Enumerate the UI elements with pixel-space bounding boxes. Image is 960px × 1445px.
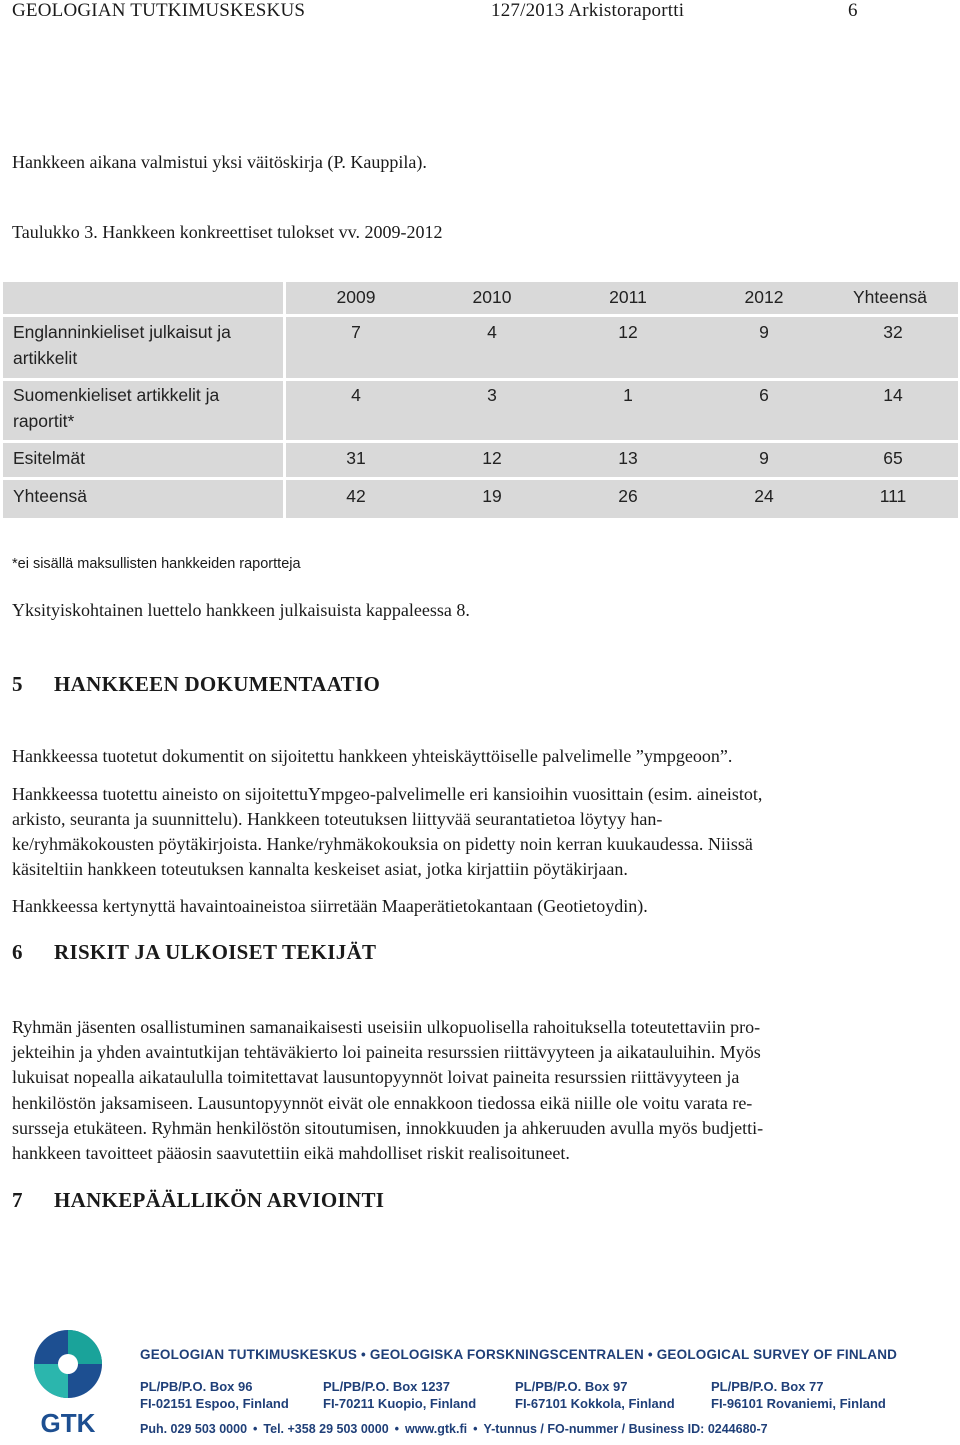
row-label-finnish-articles-2: raportit* (13, 411, 75, 431)
row-label-presentations: Esitelmät (13, 448, 85, 468)
footer-address-kuopio (323, 1378, 476, 1412)
page-header (12, 0, 952, 24)
table-cell: 3 (487, 385, 497, 405)
table-cell: 7 (351, 322, 361, 342)
business-id: Y-tunnus / FO-nummer / Business ID: 0244680-7 (483, 1422, 768, 1436)
table-cell: 9 (759, 322, 769, 342)
address-line: PL/PB/P.O. Box 77 (711, 1379, 824, 1394)
column-header-2011: 2011 (609, 287, 647, 307)
table-cell: 19 (482, 486, 502, 506)
paragraph-line: Hankkeessa tuotettu aineisto on sijoitettuYmpgeo-palvelimelle eri kansioihin vuosittain (esim. aineistot, (12, 784, 763, 804)
section-title: RISKIT JA ULKOISET TEKIJÄT (54, 940, 377, 964)
paragraph-line: käsiteltiin hankkeen toteutuksen kannalta keskeiset asiat, jotka kirjattiin pöytäkirjaan. (12, 859, 628, 879)
address-line: PL/PB/P.O. Box 96 (140, 1379, 253, 1394)
table-cell: 4 (351, 385, 361, 405)
table-cell: 6 (759, 385, 769, 405)
intl-phone-number: Tel. +358 29 503 0000 (263, 1422, 389, 1436)
table-cell: 24 (754, 486, 774, 506)
footer-org-line: GEOLOGIAN TUTKIMUSKESKUS • GEOLOGISKA FORSKNINGSCENTRALEN • GEOLOGICAL SURVEY OF FINLAND (140, 1347, 898, 1362)
section-5-heading (12, 672, 380, 697)
footer-address-rovaniemi (711, 1378, 886, 1412)
gtk-logo-icon (18, 1326, 118, 1438)
section-6-heading (12, 940, 376, 965)
paragraph-line: jekteihin ja yhden avaintutkijan tehtäväkierto loi paineita resurssien riittävyyteen ja aikatauluihin. Myös (12, 1042, 761, 1062)
address-line: FI-67101 Kokkola, Finland (515, 1396, 675, 1411)
address-line: FI-96101 Rovaniemi, Finland (711, 1396, 886, 1411)
website-link[interactable]: www.gtk.fi (405, 1422, 468, 1436)
section-number: 5 (12, 672, 23, 696)
header-org: GEOLOGIAN TUTKIMUSKESKUS (12, 0, 306, 21)
column-header-2012: 2012 (744, 287, 784, 307)
table-cell: 26 (618, 486, 638, 506)
results-table (3, 282, 958, 518)
table-cell: 14 (883, 385, 903, 405)
gtk-logo (18, 1326, 118, 1438)
table-cell: 9 (759, 448, 769, 468)
paragraph-line: lukuisat nopealla aikataululla toimitettavat lausuntopyynnöt loivat paineita resurssien riittävyyteen ja (12, 1067, 740, 1087)
table-cell: 4 (487, 322, 497, 342)
footer-address-kokkola (515, 1378, 675, 1412)
section-number: 6 (12, 940, 23, 964)
section-title: HANKKEEN DOKUMENTAATIO (54, 672, 381, 696)
table-cell: 65 (883, 448, 903, 468)
phone-number: Puh. 029 503 0000 (140, 1422, 248, 1436)
section-title: HANKEPÄÄLLIKÖN ARVIOINTI (54, 1188, 385, 1212)
column-header-2009: 2009 (336, 287, 376, 307)
row-label-finnish-articles: Suomenkieliset artikkelit ja (13, 385, 220, 405)
paragraph-line: henkilöstön jaksamiseen. Lausuntopyynnöt eivät ole ennakkoon tiedossa eikä niille ole voitu varata re- (12, 1093, 753, 1113)
paragraph-line: hankkeen tavoitteet pääosin saavutettiin eikä mahdolliset riskit realisoituneet. (12, 1143, 570, 1163)
header-page-number: 6 (848, 0, 858, 21)
table-cell: 32 (883, 322, 903, 342)
section-7-heading (12, 1188, 384, 1213)
table-cell: 31 (346, 448, 366, 468)
row-label-total: Yhteensä (13, 486, 87, 506)
table-cell: 12 (618, 322, 638, 342)
address-line: PL/PB/P.O. Box 1237 (323, 1379, 450, 1394)
row-label-english-publications: Englanninkieliset julkaisut ja (13, 322, 231, 342)
table-cell: 111 (879, 486, 907, 506)
table-caption: Taulukko 3. Hankkeen konkreettiset tulokset vv. 2009-2012 (12, 222, 443, 242)
detail-note: Yksityiskohtainen luettelo hankkeen julkaisuista kappaleessa 8. (12, 600, 470, 620)
address-line: FI-02151 Espoo, Finland (140, 1396, 289, 1411)
section-number: 7 (12, 1188, 23, 1212)
row-label-english-publications-2: artikkelit (13, 348, 78, 368)
intro-paragraph: Hankkeen aikana valmistui yksi väitöskirja (P. Kauppila). (12, 152, 427, 172)
logo-text: GTK (40, 1408, 96, 1438)
table-cell: 42 (346, 486, 366, 506)
footer-contact-line: Puh. 029 503 0000 • Tel. +358 29 503 0000 • www.gtk.fi • Y-tunnus / FO-nummer / Business ID: 0244680-7 (140, 1422, 768, 1436)
paragraph-line: Hankkeessa tuotetut dokumentit on sijoitettu hankkeen yhteiskäyttöiselle palvelimelle ”ympgeoon”. (12, 746, 733, 766)
column-header-total: Yhteensä (853, 287, 927, 307)
address-line: FI-70211 Kuopio, Finland (323, 1396, 477, 1411)
column-header-2010: 2010 (472, 287, 512, 307)
header-report: 127/2013 Arkistoraportti (491, 0, 685, 21)
paragraph-line: arkisto, seuranta ja suunnittelu). Hankkeen toteutuksen liittyvää seurantatietoa löytyy han- (12, 809, 663, 829)
footer-address-espoo (140, 1378, 289, 1412)
paragraph-line: Ryhmän jäsenten osallistuminen samanaikaisesti useisiin ulkopuolisella rahoituksella toteutettaviin pro- (12, 1017, 761, 1037)
table-cell: 1 (623, 385, 633, 405)
table-footnote: *ei sisällä maksullisten hankkeiden raportteja (12, 556, 301, 572)
table-cell: 12 (482, 448, 502, 468)
table-corner-cell (3, 282, 283, 314)
paragraph-line: sursseja etukäteen. Ryhmän henkilöstön sitoutumisen, innokkuuden ja ahkeruuden avulla myös budjetti- (12, 1118, 764, 1138)
paragraph-line: Hankkeessa kertynyttä havaintoaineistoa siirretään Maaperätietokantaan (Geotietoydin). (12, 896, 648, 916)
table-cell: 13 (618, 448, 638, 468)
paragraph-line: ke/ryhmäkokousten pöytäkirjoista. Hanke/ryhmäkokouksia on pidetty noin kerran kuukaudessa. Niissä (12, 834, 753, 854)
address-line: PL/PB/P.O. Box 97 (515, 1379, 628, 1394)
